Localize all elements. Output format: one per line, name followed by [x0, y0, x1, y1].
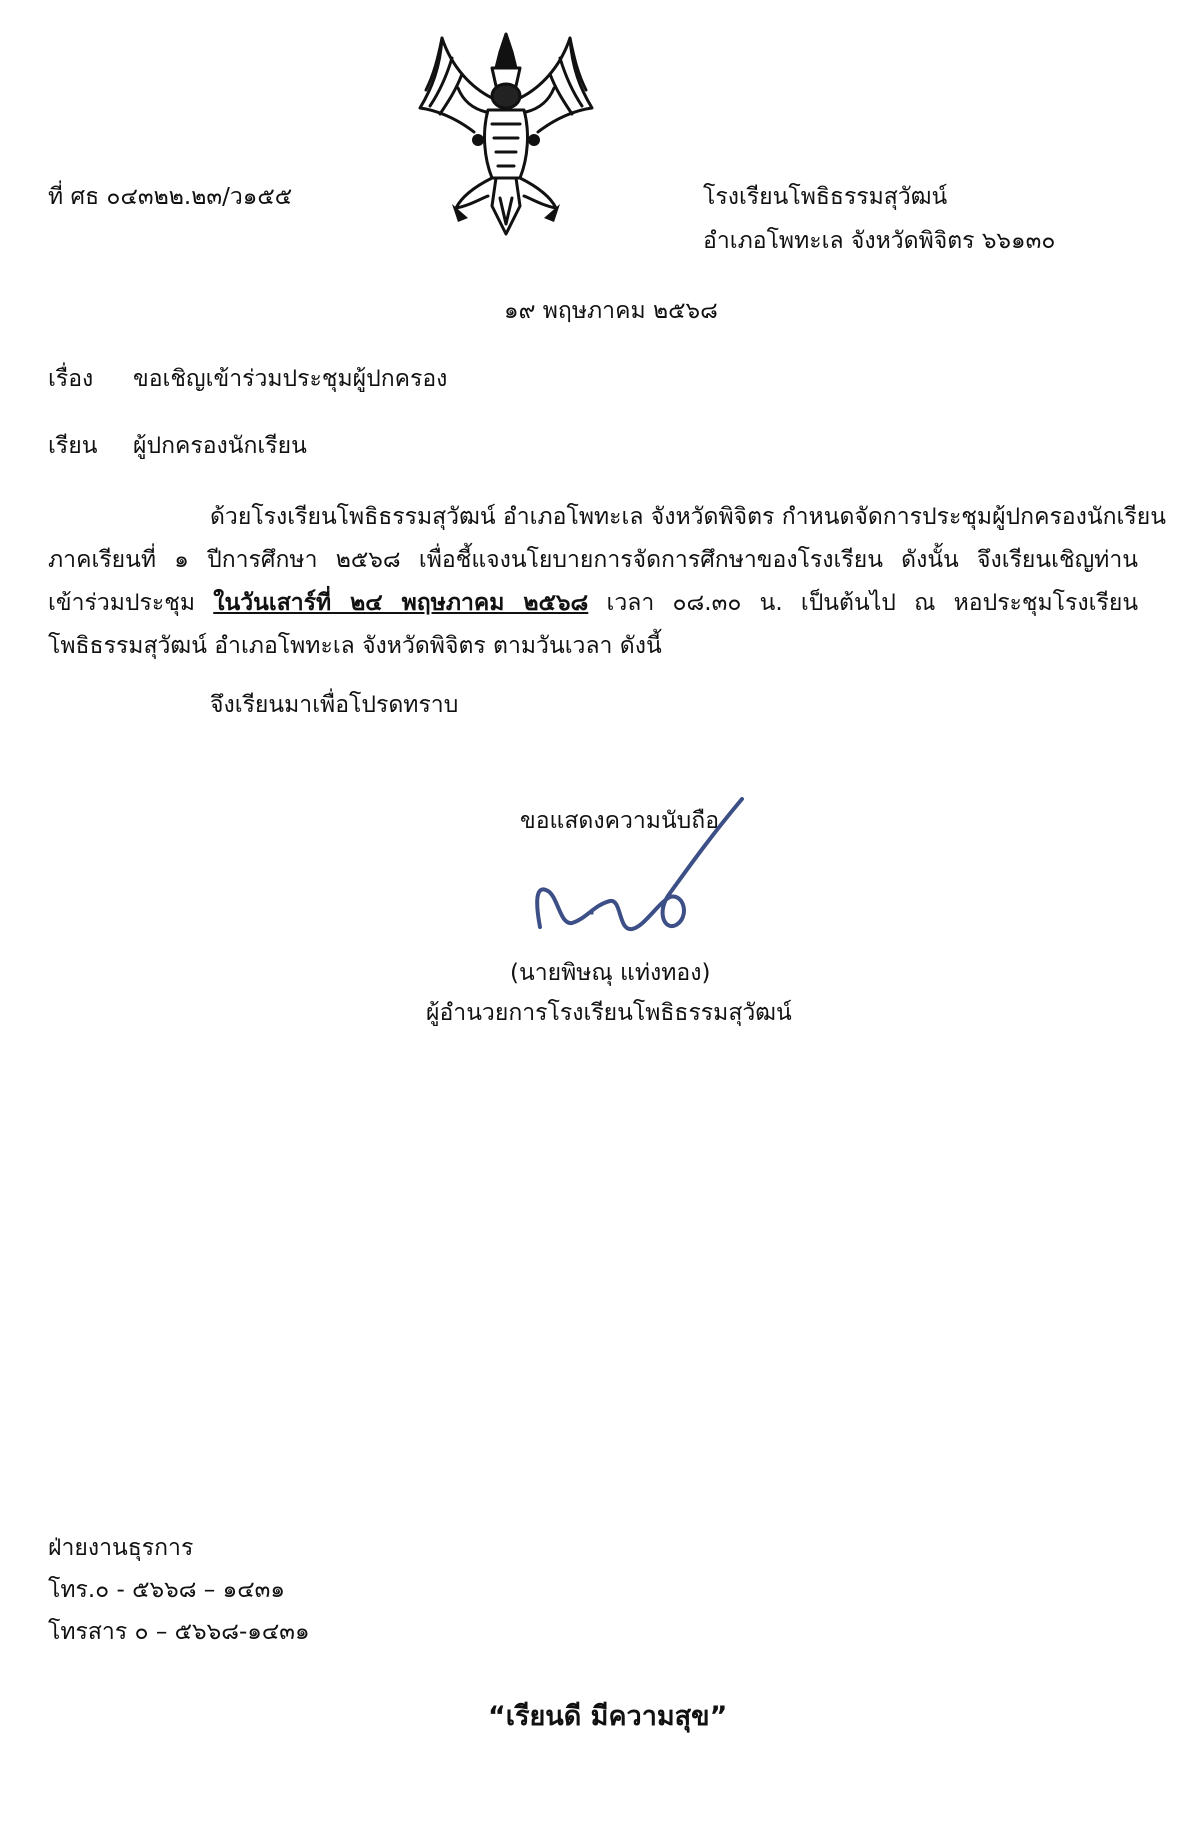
- department-name: ฝ่ายงานธุรการ: [48, 1535, 194, 1561]
- letter-date: ๑๙ พฤษภาคม ๒๕๖๘: [504, 298, 718, 324]
- body-line-3: [48, 582, 1138, 625]
- handwritten-signature-icon: [520, 785, 780, 960]
- signer-name: (นายพิษณุ แท่งทอง): [510, 960, 711, 986]
- body-line-3-prefix: เข้าร่วมประชุม: [48, 590, 196, 616]
- school-name: โรงเรียนโพธิธรรมสุวัฒน์: [703, 184, 948, 210]
- closing-sentence: จึงเรียนมาเพื่อโปรดทราบ: [210, 692, 459, 718]
- body-line-2: ภาคเรียนที่ ๑ ปีการศึกษา ๒๕๖๘ เพื่อชี้แจงนโยบายการจัดการศึกษาของโรงเรียน ดังนั้น จึงเรียนเชิญท่าน: [48, 547, 1138, 573]
- signer-position: ผู้อำนวยการโรงเรียนโพธิธรรมสุวัฒน์: [426, 1000, 792, 1026]
- body-line-1: ด้วยโรงเรียนโพธิธรรมสุวัฒน์ อำเภอโพทะเล จังหวัดพิจิตร กำหนดจัดการประชุมผู้ปกครองนักเรียน: [210, 504, 1166, 530]
- subject-label: เรื่อง: [48, 366, 94, 392]
- subject-text: ขอเชิญเข้าร่วมประชุมผู้ปกครอง: [133, 366, 448, 392]
- garuda-emblem-icon: [412, 28, 600, 240]
- body-line-3-suffix: เวลา ๐๘.๓๐ น. เป็นต้นไป ณ หอประชุมโรงเรียน: [606, 590, 1139, 616]
- body-line-4: โพธิธรรมสุวัฒน์ อำเภอโพทะเล จังหวัดพิจิตร ตามวันเวลา ดังนี้: [48, 633, 662, 659]
- fax-number: โทรสาร ๐ – ๕๖๖๘-๑๔๓๑: [48, 1619, 310, 1645]
- recipient-label: เรียน: [48, 433, 98, 459]
- document-number: ที่ ศธ ๐๔๓๒๒.๒๓/ว๑๕๕: [48, 184, 293, 210]
- phone-number: โทร.๐ - ๕๖๖๘ – ๑๔๓๑: [48, 1577, 285, 1603]
- salutation: ขอแสดงความนับถือ: [520, 808, 720, 834]
- school-motto: “เรียนดี มีความสุข”: [488, 1701, 728, 1732]
- school-address: อำเภอโพทะเล จังหวัดพิจิตร ๖๖๑๓๐: [703, 228, 1056, 254]
- meeting-date-emphasis: ในวันเสาร์ที่ ๒๔ พฤษภาคม ๒๕๖๘: [213, 590, 589, 616]
- recipient-text: ผู้ปกครองนักเรียน: [133, 433, 307, 459]
- body-paragraph: [48, 496, 1166, 668]
